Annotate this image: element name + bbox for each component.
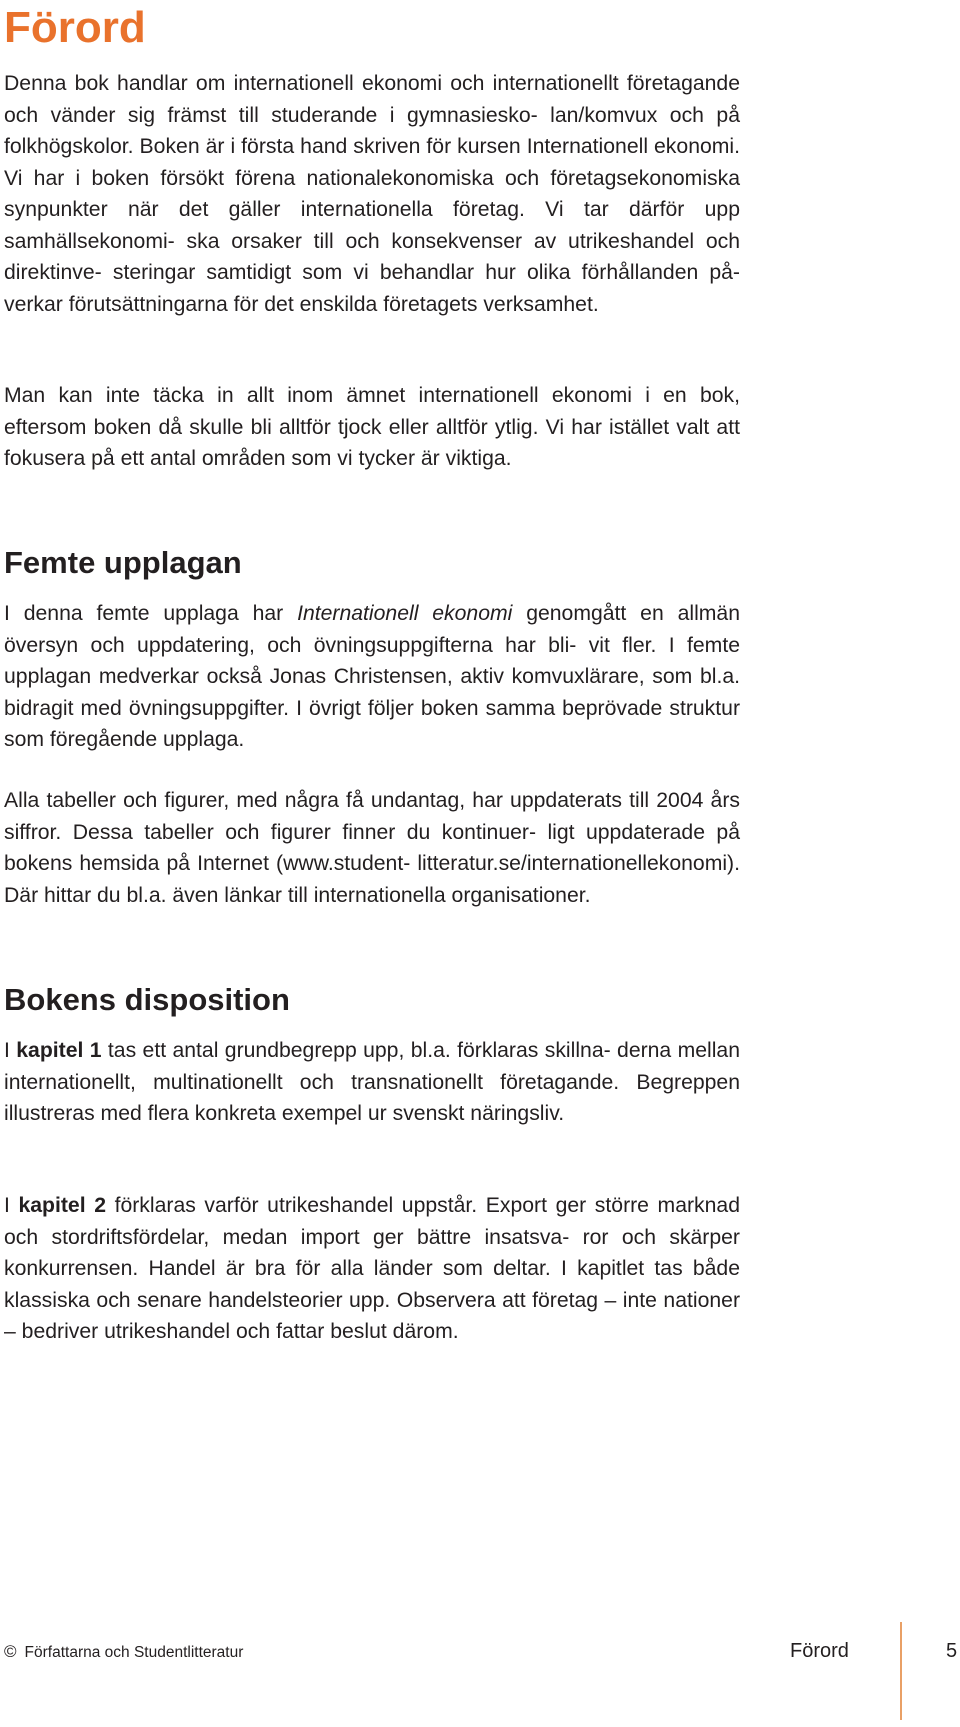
page-footer [0,1622,960,1722]
disposition-paragraph-1 [4,1035,740,1130]
disposition-paragraph-2 [4,1190,740,1348]
section-heading-bokens-disposition: Bokens disposition [4,982,290,1017]
footer-divider [900,1622,902,1720]
femte-p1-before: I denna femte upplaga har [4,602,298,625]
disp-p2-before: I [4,1194,19,1217]
femte-paragraph-1 [4,598,740,756]
intro-paragraph-1: Denna bok handlar om internationell ekonomi och internationellt företagande och vänder sig främst till studerande i gymnasiesko- lan/komvux och på folkhögskolor. Boken är i första hand skriven för kursen Internationell ekonomi. Vi har i boken försökt förena nationalekonomiska och företagsekonomiska synpunkter när det gäller internationella företag. Vi tar därför upp samhällsekonomi- ska orsaker till och konsekvenser av utrikeshandel och direktinve- steringar samtidigt som vi behandlar hur olika förhållanden på- verkar förutsättningarna för det enskilda företagets verksamhet. [4,72,740,316]
disp-p1-after: tas ett antal grundbegrepp upp, bl.a. förklaras skillna- derna mellan internationellt, multinationellt och transnationellt företagande. Begreppen illustreras med flera konkreta exempel ur svenskt näringsliv. [4,1039,741,1125]
kapitel-1-bold: kapitel 1 [16,1039,102,1062]
copyright-text: Författarna och Studentlitteratur [24,1644,244,1661]
intro-paragraph-2: Man kan inte täcka in allt inom ämnet internationell ekonomi i en bok, eftersom boken då skulle bli alltför tjock eller alltför ytlig. Vi har istället valt att fokusera på ett antal områden som vi tycker är viktiga. [4,384,740,470]
disp-p1-before: I [4,1039,17,1062]
femte-paragraph-2: Alla tabeller och figurer, med några få undantag, har uppdaterats till 2004 års siffror. Dessa tabeller och figurer finner du kontinuer- ligt uppdaterade på bokens hemsida på Internet (www.student- litteratur.se/internationellekonomi). Där hittar du bl.a. även länkar till internationella organisationer. [4,789,740,907]
page-title: Förord [4,3,146,52]
section-heading-femte-upplagan: Femte upplagan [4,545,242,580]
disp-p2-after: förklaras varför utrikeshandel uppstår. Export ger större marknad och stordriftsfördelar, medan import ger bättre insatsva- ror och skärper konkurrensen. Handel är bra för alla länder som deltar. I kapitlet tas både klassiska och senare handelsteorier upp. Observera att företag – inte nationer – bedriver utrikeshandel och fattar beslut därom. [4,1194,740,1343]
femte-p1-after: genomgått en allmän översyn och uppdatering, och övningsuppgifterna har bli- vit fler. I femte upplagan medverkar också Jonas Christensen, aktiv komvuxlärare, som bl.a. bidragit med övningsuppgifter. I övrigt följer boken samma beprövade struktur som föregående upplaga. [4,602,740,751]
kapitel-2-bold: kapitel 2 [18,1194,106,1217]
book-title-italic: Internationell ekonomi [297,602,513,625]
footer-page-number: 5 [946,1640,958,1662]
copyright-symbol: © [4,1642,17,1661]
footer-copyright [4,1642,243,1663]
footer-chapter-name: Förord [790,1640,849,1662]
